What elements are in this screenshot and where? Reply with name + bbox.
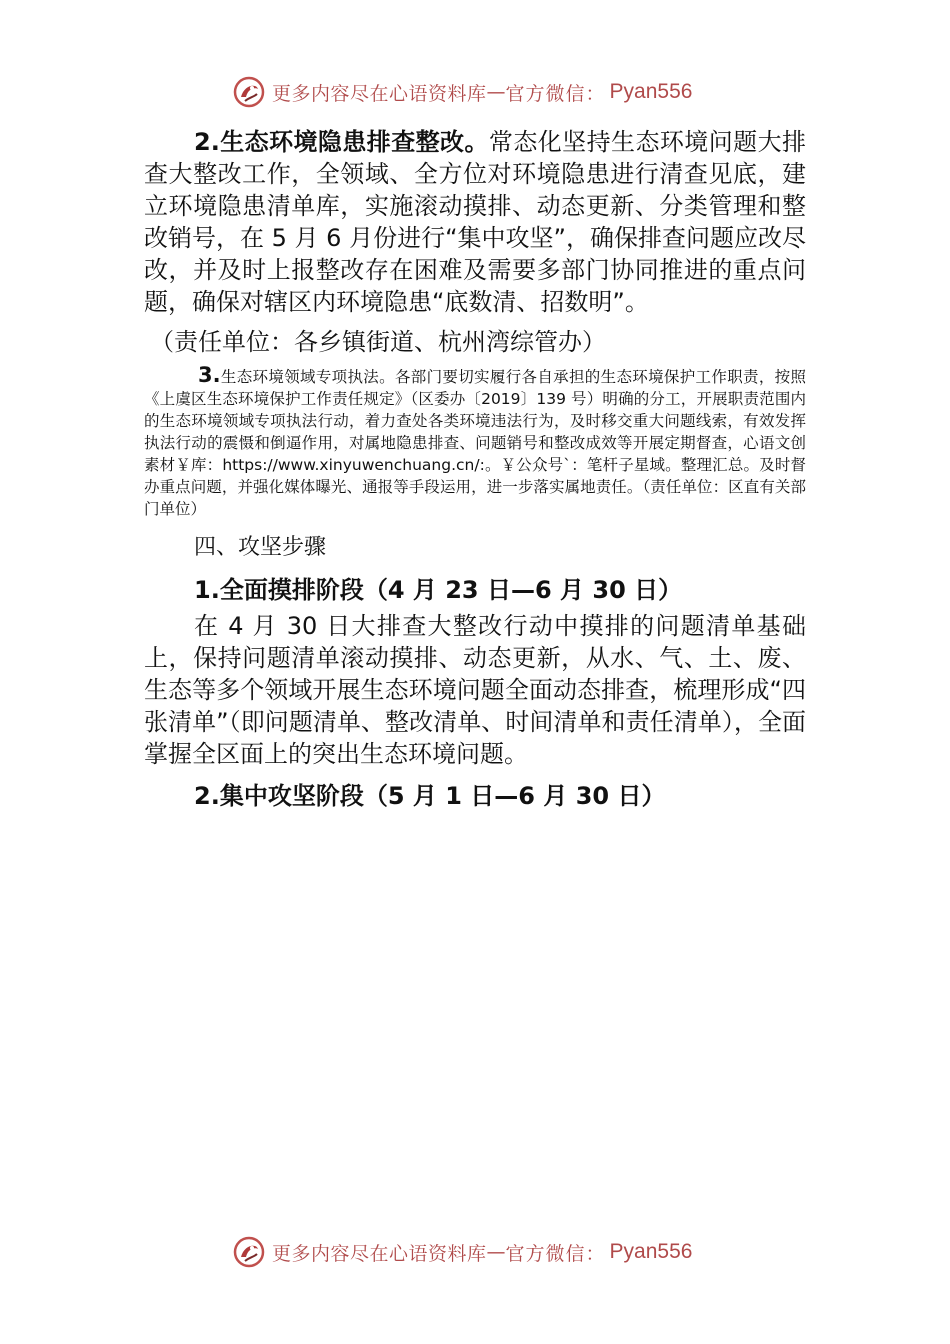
paragraph-text: 生态环境领域专项执法。各部门要切实履行各自承担的生态环境保护工作职责，按照《上虞区生态环境保护工作责任规定》（区委办〔2019〕139 号）明确的分工，开展职责范围内的生态环境领域专项执法行动，着力查处各类环境违法行为，及时移交重大问题线索，有效发挥执法行动的震慑和倒逼作用，对属地隐患排查、问题销号和整改成效等开展定期督查，心语文创素材￥库：https://www.xinyuwenchuang.cn/:。￥公众号`：笔杆子星域。整理汇总。及时督办重点问题，并强化媒体曝光、通报等手段运用，进一步落实属地责任。（责任单位：区直有关部门单位） [144,368,806,518]
paragraph-hazard-rectification [144,126,806,318]
paragraph-special-enforcement [144,364,806,520]
swirl-logo-icon [232,1235,266,1269]
watermark-wechat-label: 官方微信： [505,82,606,105]
swirl-logo-icon [232,75,266,109]
responsibility-note: （责任单位：各乡镇街道、杭州湾综管办） [150,328,606,356]
watermark-wechat-id: Pyan556 [609,1240,693,1263]
section-heading: 四、攻坚步骤 [194,535,327,560]
step1-paragraph: 在 4 月 30 日大排查大整改行动中摸排的问题清单基础上，保持问题清单滚动摸排、动态更新，从水、气、土、废、生态等多个领域开展生态环境问题全面动态排查，梳理形成“四张清单”（即问题清单、整改清单、时间清单和责任清单），全面掌握全区面上的突出生态环境问题。 [144,612,806,768]
watermark-banner-bottom [232,1232,692,1272]
document-body [144,126,806,816]
watermark-separator: — [486,1241,506,1263]
watermark-text: 更多内容尽在心语资料库 [272,1242,487,1265]
paragraph-text: 常态化坚持生态环境问题大排查大整改工作，全领域、全方位对环境隐患进行清查见底，建立环境隐患清单库，实施滚动摸排、动态更新、分类管理和整改销号，在 5 月 6 月份进行“集中攻坚”，确保排查问题应改尽改，并及时上报整改存在困难及需要多部门协同推进的重点问题，确保对辖区内环境隐患“底数清、招数明”。 [144,128,806,316]
watermark-text: 更多内容尽在心语资料库 [272,82,487,105]
paragraph-heading: 2.生态环境隐患排查整改。 [194,128,489,156]
step2-heading: 2.集中攻坚阶段（5 月 1 日—6 月 30 日） [194,782,666,810]
step1-heading: 1.全面摸排阶段（4 月 23 日—6 月 30 日） [194,576,683,604]
watermark-banner-top [232,72,692,112]
paragraph-number: 3. [198,363,221,387]
watermark-wechat-label: 官方微信： [505,1242,606,1265]
watermark-wechat-id: Pyan556 [609,80,693,103]
watermark-separator: — [486,81,506,103]
